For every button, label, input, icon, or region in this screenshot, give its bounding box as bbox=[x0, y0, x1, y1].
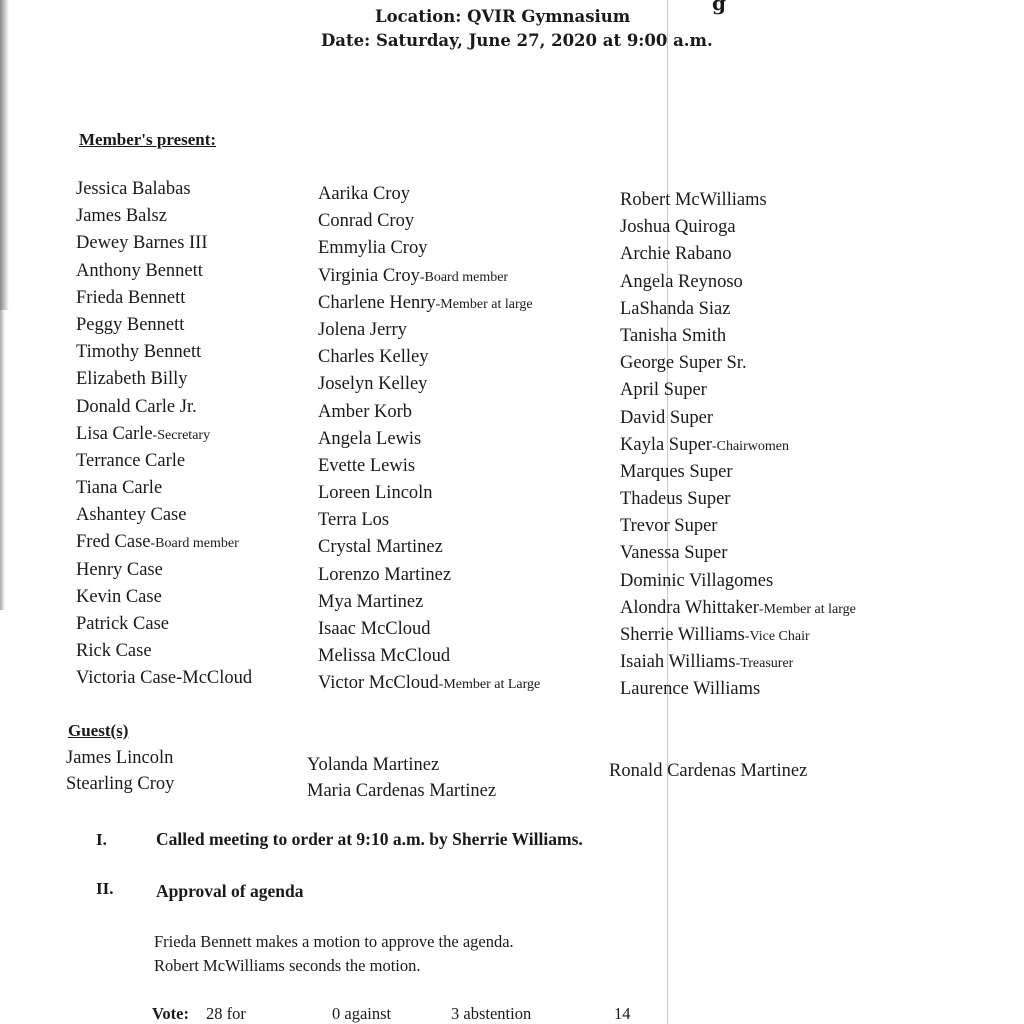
member-entry bbox=[76, 258, 252, 285]
member-name: Sherrie Williams bbox=[620, 625, 745, 645]
member-name: Loreen Lincoln bbox=[318, 483, 433, 504]
member-entry bbox=[318, 426, 540, 453]
member-name: Jessica Balabas bbox=[76, 179, 191, 199]
member-entry bbox=[318, 589, 540, 616]
member-name: George Super Sr. bbox=[620, 353, 747, 374]
members-column-1 bbox=[76, 176, 252, 693]
member-name: Tiana Carle bbox=[76, 478, 163, 499]
member-entry bbox=[620, 241, 856, 268]
member-name: Kevin Case bbox=[76, 586, 162, 607]
member-name: Peggy Bennett bbox=[76, 314, 185, 335]
member-name: Vanessa Super bbox=[620, 543, 728, 564]
guest-name: Yolanda Martinez bbox=[307, 755, 440, 775]
member-entry bbox=[318, 263, 540, 290]
member-entry bbox=[318, 371, 540, 398]
member-entry bbox=[318, 208, 540, 235]
member-role: -Member at large bbox=[435, 296, 533, 312]
member-role: -Treasurer bbox=[735, 656, 794, 672]
members-column-2 bbox=[318, 181, 540, 698]
member-entry bbox=[620, 676, 856, 703]
member-role: -Secretary bbox=[152, 427, 211, 443]
member-entry bbox=[318, 235, 540, 262]
member-name: Jolena Jerry bbox=[318, 319, 407, 340]
member-name: Alondra Whittaker bbox=[620, 597, 759, 618]
members-column-3 bbox=[620, 187, 856, 704]
member-name: Victoria Case-McCloud bbox=[76, 668, 253, 689]
member-name: Kayla Super bbox=[620, 434, 712, 455]
guest-name: Maria Cardenas Martinez bbox=[307, 781, 497, 801]
member-entry bbox=[76, 203, 252, 230]
member-entry bbox=[318, 534, 540, 561]
member-entry bbox=[76, 611, 252, 638]
member-entry bbox=[318, 317, 540, 344]
member-name: Tanisha Smith bbox=[620, 325, 727, 346]
member-name: James Balsz bbox=[76, 206, 167, 227]
member-entry bbox=[76, 339, 252, 366]
agenda-item-number: II. bbox=[96, 879, 114, 898]
member-name: Patrick Case bbox=[76, 614, 169, 634]
member-name: Archie Rabano bbox=[620, 244, 732, 265]
guest-name: James Lincoln bbox=[66, 748, 174, 768]
member-name: Dominic Villagomes bbox=[620, 570, 774, 591]
member-entry bbox=[318, 453, 540, 480]
member-entry bbox=[76, 421, 252, 448]
member-name: Isaac McCloud bbox=[318, 619, 431, 639]
member-name: Aarika Croy bbox=[318, 184, 410, 204]
member-name: Evette Lewis bbox=[318, 455, 416, 476]
guests-column-1 bbox=[66, 745, 174, 797]
guest-name: Stearling Croy bbox=[66, 774, 175, 794]
member-entry bbox=[76, 176, 252, 203]
member-entry bbox=[318, 507, 540, 534]
member-entry bbox=[620, 405, 856, 432]
member-entry bbox=[620, 323, 856, 350]
member-role: -Vice Chair bbox=[744, 629, 810, 644]
member-role: -Board member bbox=[419, 269, 509, 285]
member-entry bbox=[620, 432, 856, 459]
member-entry bbox=[620, 187, 856, 214]
member-entry bbox=[76, 312, 252, 339]
member-name: Melissa McCloud bbox=[318, 646, 451, 667]
member-name: Anthony Bennett bbox=[76, 260, 203, 281]
member-name: Henry Case bbox=[76, 559, 163, 580]
member-entry bbox=[76, 230, 252, 257]
member-name: Rick Case bbox=[76, 641, 152, 662]
member-entry bbox=[318, 181, 540, 208]
member-entry bbox=[620, 377, 856, 404]
member-entry bbox=[620, 513, 856, 540]
scan-edge-shadow bbox=[0, 310, 5, 610]
member-entry bbox=[318, 344, 540, 371]
member-role: -Chairwomen bbox=[711, 438, 789, 454]
vote-against: 0 against bbox=[332, 1004, 392, 1023]
member-name: Isaiah Williams bbox=[620, 652, 736, 673]
member-name: Crystal Martinez bbox=[318, 537, 443, 558]
member-name: Laurence Williams bbox=[620, 679, 761, 700]
vote-other: 14 bbox=[614, 1004, 631, 1023]
member-name: Virginia Croy bbox=[318, 265, 420, 286]
member-name: Emmylia Croy bbox=[318, 238, 428, 259]
member-name: Mya Martinez bbox=[318, 591, 424, 612]
member-entry bbox=[620, 568, 856, 595]
member-entry bbox=[318, 616, 540, 643]
vote-for: 28 for bbox=[206, 1004, 246, 1023]
guests-heading: Guest(s) bbox=[68, 721, 129, 740]
member-entry bbox=[318, 670, 540, 697]
meeting-date: Date: Saturday, June 27, 2020 at 9:00 a.m. bbox=[321, 31, 713, 50]
member-entry bbox=[620, 296, 856, 323]
member-name: Timothy Bennett bbox=[76, 342, 202, 363]
member-name: Conrad Croy bbox=[318, 211, 415, 232]
member-entry bbox=[620, 540, 856, 567]
member-name: Fred Case bbox=[76, 532, 151, 553]
motion-line: Frieda Bennett makes a motion to approve the agenda. bbox=[154, 932, 514, 951]
guest-name: Ronald Cardenas Martinez bbox=[609, 761, 808, 781]
member-name: April Super bbox=[620, 380, 707, 401]
guests-column-3 bbox=[609, 758, 807, 784]
member-entry bbox=[318, 290, 540, 317]
member-name: Thadeus Super bbox=[620, 489, 731, 510]
member-name: LaShanda Siaz bbox=[620, 298, 731, 319]
members-heading: Member's present: bbox=[79, 130, 217, 149]
member-name: Lorenzo Martinez bbox=[318, 564, 452, 585]
member-name: Trevor Super bbox=[620, 516, 718, 537]
member-entry bbox=[318, 643, 540, 670]
member-name: Marques Super bbox=[620, 461, 733, 482]
member-name: Joshua Quiroga bbox=[620, 217, 736, 238]
member-entry bbox=[620, 459, 856, 486]
member-name: Angela Lewis bbox=[318, 428, 422, 449]
member-entry bbox=[76, 529, 252, 556]
member-entry bbox=[318, 480, 540, 507]
member-role: -Board member bbox=[150, 536, 239, 552]
member-name: Robert McWilliams bbox=[620, 190, 767, 210]
member-name: Donald Carle Jr. bbox=[76, 396, 197, 417]
member-entry bbox=[76, 285, 252, 312]
agenda-item-text: Approval of agenda bbox=[156, 881, 304, 901]
vote-abstention: 3 abstention bbox=[451, 1004, 532, 1023]
member-name: Angela Reynoso bbox=[620, 271, 743, 292]
member-entry bbox=[76, 638, 252, 665]
member-entry bbox=[620, 595, 856, 622]
member-name: Dewey Barnes III bbox=[76, 233, 208, 254]
member-name: Ashantey Case bbox=[76, 505, 187, 526]
member-entry bbox=[76, 584, 252, 611]
meeting-location: Location: QVIR Gymnasium bbox=[375, 7, 631, 26]
member-name: Joselyn Kelley bbox=[318, 374, 428, 395]
member-name: Lisa Carle bbox=[76, 423, 153, 444]
member-name: David Super bbox=[620, 407, 713, 428]
member-name: Terra Los bbox=[318, 510, 390, 531]
member-entry bbox=[620, 214, 856, 241]
member-entry bbox=[76, 475, 252, 502]
member-role: -Member at Large bbox=[438, 677, 541, 693]
member-entry bbox=[76, 448, 252, 475]
member-entry bbox=[620, 486, 856, 513]
scan-edge-shadow bbox=[0, 0, 9, 310]
member-entry bbox=[620, 269, 856, 296]
agenda-item-text: Called meeting to order at 9:10 a.m. by Sherrie Williams. bbox=[156, 829, 583, 849]
title-fragment: g bbox=[712, 0, 726, 15]
member-entry bbox=[620, 649, 856, 676]
member-entry bbox=[620, 350, 856, 377]
member-entry bbox=[318, 562, 540, 589]
motion-second-line: Robert McWilliams seconds the motion. bbox=[154, 956, 421, 975]
member-name: Terrance Carle bbox=[76, 450, 186, 471]
vote-label: Vote: bbox=[152, 1004, 189, 1023]
agenda-item-number: I. bbox=[96, 830, 107, 849]
member-entry bbox=[76, 557, 252, 584]
member-entry bbox=[318, 399, 540, 426]
member-name: Amber Korb bbox=[318, 401, 413, 422]
member-name: Charlene Henry bbox=[318, 292, 436, 313]
member-name: Elizabeth Billy bbox=[76, 369, 188, 390]
member-entry bbox=[76, 394, 252, 421]
member-entry bbox=[76, 502, 252, 529]
member-entry bbox=[620, 622, 856, 649]
member-name: Frieda Bennett bbox=[76, 287, 186, 308]
member-entry bbox=[76, 665, 252, 692]
member-name: Charles Kelley bbox=[318, 347, 429, 368]
guests-column-2 bbox=[307, 752, 496, 804]
member-entry bbox=[76, 366, 252, 393]
member-role: -Member at large bbox=[758, 601, 856, 617]
member-name: Victor McCloud bbox=[318, 673, 439, 694]
